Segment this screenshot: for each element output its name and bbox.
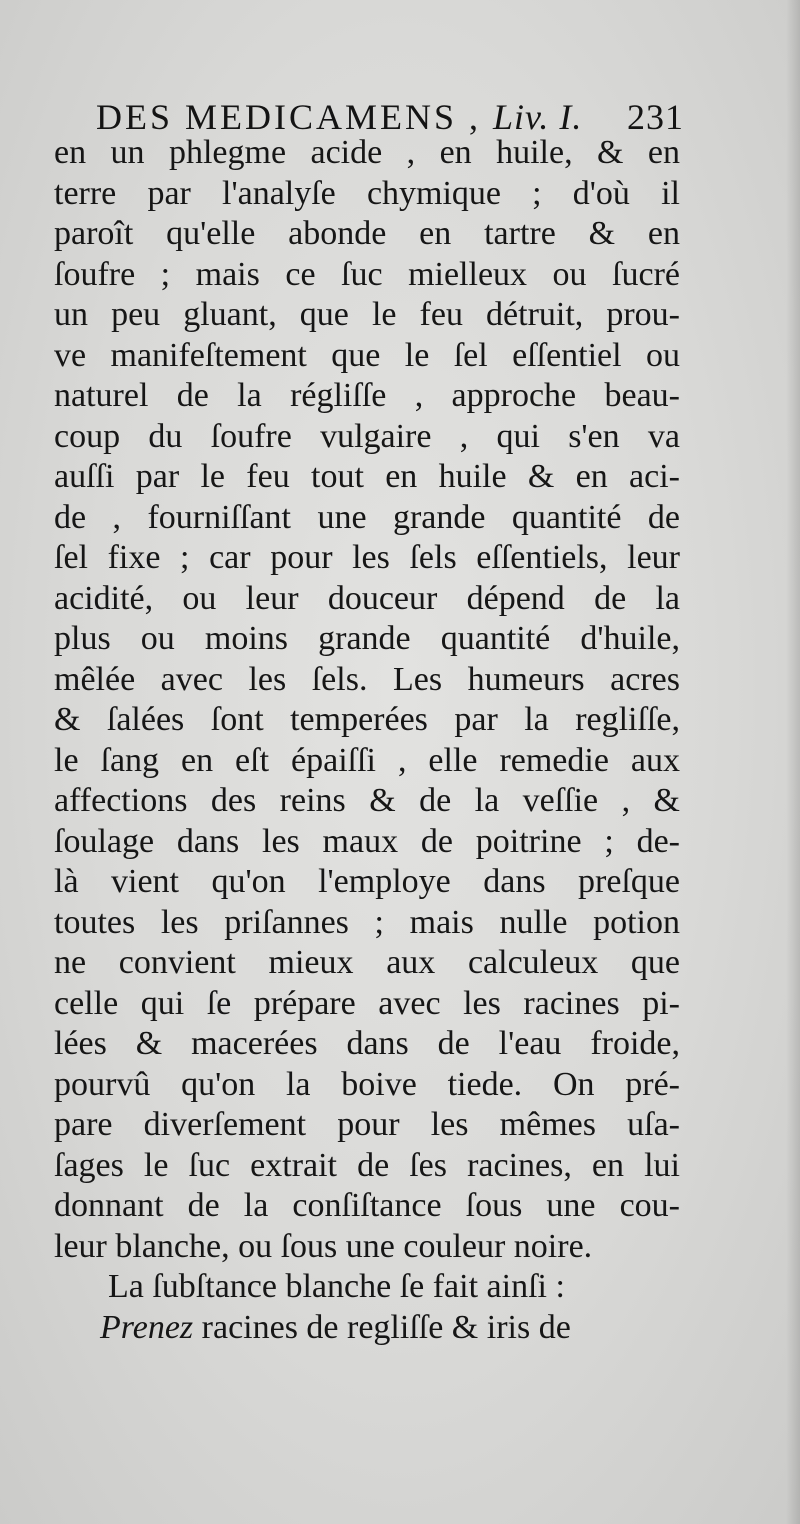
text-line: en un phlegme acide , en huile, & en <box>54 134 680 171</box>
recipe-text: racines de regliſſe & iris de <box>193 1308 571 1346</box>
recipe-line <box>54 1308 680 1349</box>
text-line: de , fourniſſant une grande quantité de <box>54 498 680 536</box>
text-line: là vient qu'on l'employe dans preſque <box>54 863 680 900</box>
page-number: 231 <box>627 97 684 137</box>
paragraph-start: La ſubſtance blanche ſe fait ainſi : <box>108 1268 565 1305</box>
text-line: donnant de la conſiſtance ſous une cou- <box>54 1187 680 1224</box>
text-line: auſſi par le feu tout en huile & en aci- <box>54 458 680 495</box>
page-edge-shadow <box>786 0 800 1524</box>
text-line: le ſang en eſt épaiſſi , elle remedie aux <box>54 741 680 779</box>
text-line: toutes les priſannes ; mais nulle potion <box>54 903 680 941</box>
text-line: ve manifeſtement que le ſel eſſentiel ou <box>54 336 680 374</box>
text-line: mêlée avec les ſels. Les humeurs acres <box>54 660 680 698</box>
text-line: celle qui ſe prépare avec les racines pi- <box>54 984 680 1022</box>
body-text <box>54 133 680 1348</box>
text-line: ſel fixe ; car pour les ſels eſſentiels, leur <box>54 539 680 576</box>
text-line: pourvû qu'on la boive tiede. On pré- <box>54 1065 680 1103</box>
text-line: leur blanche, ou ſous une couleur noire. <box>54 1227 593 1265</box>
book-number: Liv. I. <box>493 97 583 137</box>
text-line: ne convient mieux aux calculeux que <box>54 944 680 981</box>
text-line: lées & macerées dans de l'eau froide, <box>54 1025 680 1062</box>
text-line: ſoufre ; mais ce ſuc mielleux ou ſucré <box>54 255 680 293</box>
text-line: acidité, ou leur douceur dépend de la <box>54 579 680 617</box>
text-line: paroît qu'elle abonde en tartre & en <box>54 215 680 252</box>
text-line: un peu gluant, que le feu détruit, prou- <box>54 296 680 333</box>
text-line: terre par l'analyſe chymique ; d'où il <box>54 174 680 212</box>
text-line: naturel de la régliſſe , approche beau- <box>54 377 680 414</box>
text-line: ſages le ſuc extrait de ſes racines, en lui <box>54 1146 680 1184</box>
text-line: coup du ſoufre vulgaire , qui s'en va <box>54 417 680 455</box>
recipe-word: Prenez <box>100 1308 194 1346</box>
running-title <box>96 96 582 138</box>
text-line: ſoulage dans les maux de poitrine ; de- <box>54 822 680 860</box>
text-line: plus ou moins grande quantité d'huile, <box>54 620 680 657</box>
text-line: & ſalées ſont temperées par la regliſſe, <box>54 701 680 738</box>
running-title-text: DES MEDICAMENS , <box>96 97 482 137</box>
text-line: affections des reins & de la veſſie , & <box>54 782 680 819</box>
text-line: pare diverſement pour les mêmes uſa- <box>54 1106 680 1143</box>
